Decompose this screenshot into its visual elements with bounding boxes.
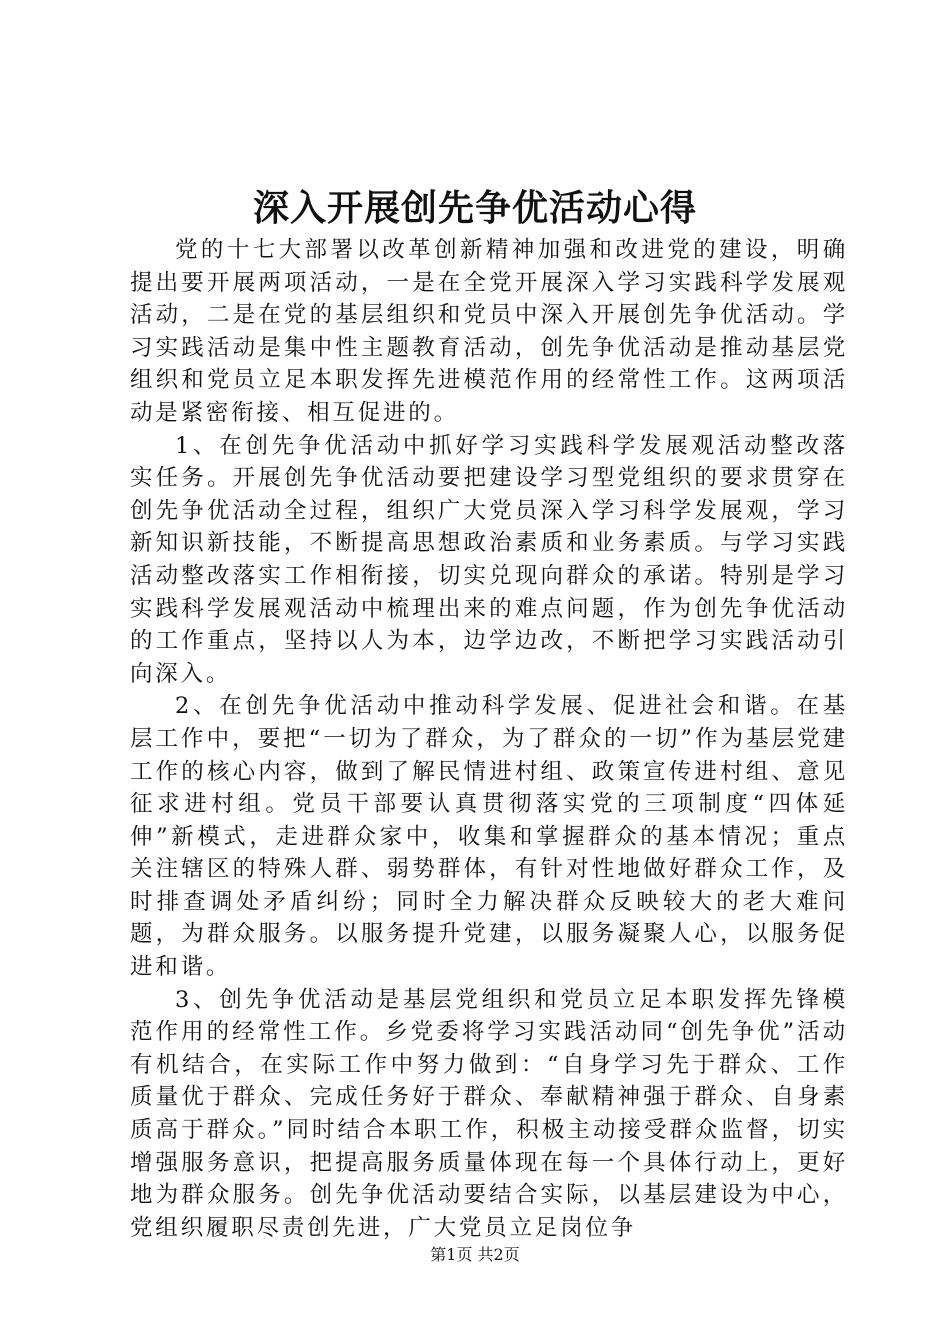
paragraph-point-3: 3、创先争优活动是基层党组织和党员立足本职发挥先锋模范作用的经常性工作。乡党委将学习实践活动同“创先争优”活动有机结合，在实际工作中努力做到：“自身学习先于群众、工作质量优于群众、完成任务好于群众、奉献精神强于群众、自身素质高于群众。”同时结合本职工作，积极主动接受群众监督，切实增强服务意识，把提高服务质量体现在每一个具体行动上，更好地为群众服务。创先争优活动要结合实际，以基层建设为中心，党组织履职尽责创先进，广大党员立足岗位争 [130, 986, 848, 1241]
page-footer: 第1页 共2页 [430, 1245, 520, 1264]
document-title: 深入开展创先争优活动心得 [252, 187, 697, 229]
paragraph-intro: 党的十七大部署以改革创新精神加强和改进党的建设，明确提出要开展两项活动，一是在全党开展深入学习实践科学发展观活动，二是在党的基层组织和党员中深入开展创先争优活动。学习实践活动是集中性主题教育活动，创先争优活动是推动基层党组织和党员立足本职发挥先进模范作用的经常性工作。这两项活动是紧密衔接、相互促进的。 [130, 237, 848, 426]
document-body [130, 234, 848, 1244]
paragraph-point-2: 2、在创先争优活动中推动科学发展、促进社会和谐。在基层工作中，要把“一切为了群众，为了群众的一切”作为基层党建工作的核心内容，做到了解民情进村组、政策宣传进村组、意见征求进村组。党员干部要认真贯彻落实党的三项制度“四体延伸”新模式，走进群众家中，收集和掌握群众的基本情况；重点关注辖区的特殊人群、弱势群体，有针对性地做好群众工作，及时排查调处矛盾纠纷；同时全力解决群众反映较大的老大难问题，为群众服务。以服务提升党建，以服务凝聚人心，以服务促进和谐。 [130, 693, 848, 981]
paragraph-point-1: 1、在创先争优活动中抓好学习实践科学发展观活动整改落实任务。开展创先争优活动要把建设学习型党组织的要求贯穿在创先争优活动全过程，组织广大党员深入学习科学发展观，学习新知识新技能，不断提高思想政治素质和业务素质。与学习实践活动整改落实工作相衔接，切实兑现向群众的承诺。特别是学习实践科学发展观活动中梳理出来的难点问题，作为创先争优活动的工作重点，坚持以人为本，边学边改，不断把学习实践活动引向深入。 [130, 432, 848, 687]
